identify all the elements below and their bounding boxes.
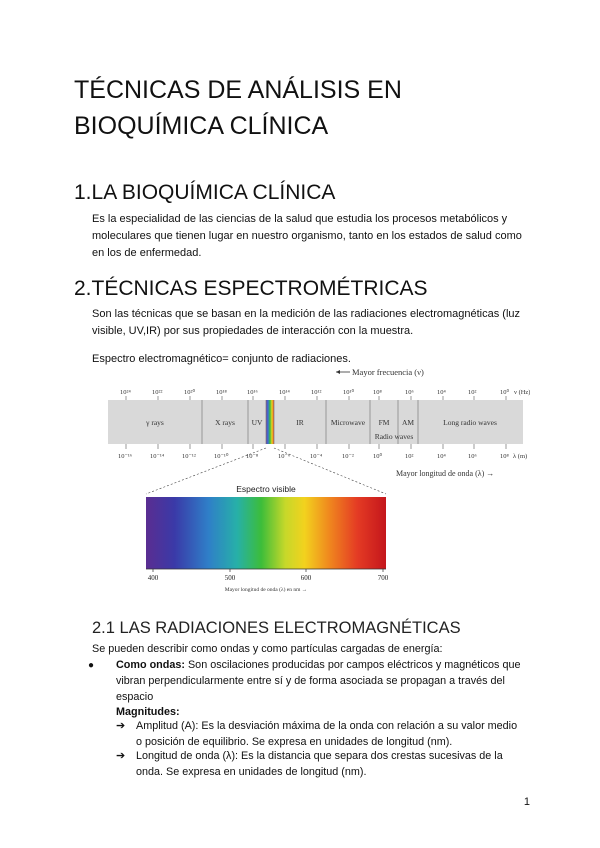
freq-tick: 10¹⁰ (343, 389, 355, 396)
magnitude-item (116, 718, 526, 750)
freq-tick: 10² (468, 389, 477, 396)
freq-tick: 10¹⁴ (279, 389, 290, 396)
wave-tick: 10⁻¹⁶ (118, 453, 133, 460)
magnitude-item (116, 748, 526, 780)
wave-tick: 10⁻¹⁴ (150, 453, 165, 460)
visible-strip (266, 400, 274, 444)
electromagnetic-spectrum-figure (100, 364, 530, 594)
visible-tick: 600 (300, 574, 312, 582)
page-title: TÉCNICAS DE ANÁLISIS EN BIOQUÍMICA CLÍNICA (74, 76, 402, 140)
visible-tick: 700 (377, 574, 389, 582)
wave-tick: 10⁶ (468, 453, 477, 460)
wave-tick: 10⁻¹⁰ (214, 453, 229, 460)
freq-tick: 10²⁰ (184, 389, 196, 396)
freq-tick: 10⁸ (373, 389, 382, 396)
visible-tick: 500 (224, 574, 236, 582)
wave-tick: 10⁻¹² (182, 453, 196, 460)
section-1-heading: 1.LA BIOQUÍMICA CLÍNICA (74, 181, 336, 204)
freq-tick: 10⁴ (437, 389, 446, 396)
freq-label: Mayor frecuencia (ν) (352, 367, 424, 377)
band-radio-waves: Radio waves (374, 432, 414, 441)
bullet-ondas (116, 657, 526, 705)
band-long-radio: Long radio waves (443, 418, 497, 427)
visible-spectrum (146, 497, 386, 569)
visible-label: Espectro visible (236, 484, 296, 494)
wave-label: Mayor longitud de onda (λ) → (396, 469, 495, 478)
magnitude-text: Amplitud (A): Es la desviación máxima de la onda con relación a su valor medio o posición de equilibrio. Se expresa en unidades de longitud (nm). (136, 720, 518, 748)
band-ir: IR (296, 418, 304, 427)
wave-tick: 10⁻² (342, 453, 354, 460)
section-2-heading: 2.TÉCNICAS ESPECTROMÉTRICAS (74, 277, 428, 300)
section-1-text: Es la especialidad de las ciencias de la salud que estudia los procesos metabólicos y moleculares que tienen lugar en nuestro organismo, tanto en los estados de salud como en los de enfermedad. (92, 213, 522, 259)
visible-tick: 400 (147, 574, 159, 582)
band-am: AM (401, 418, 415, 427)
freq-tick: 10²⁴ (120, 389, 131, 396)
band-uv: UV (251, 418, 263, 427)
arrow-right-icon: ➔ (116, 750, 126, 762)
band-microwave: Microwave (330, 418, 366, 427)
freq-tick: 10⁶ (405, 389, 414, 396)
visible-axis-label: Mayor longitud de onda (λ) en nm → (224, 587, 308, 593)
bullet-icon: ● (88, 660, 95, 671)
wave-tick: 10⁻⁴ (310, 453, 323, 460)
freq-tick: 10¹² (311, 389, 322, 396)
page-number: 1 (523, 796, 530, 808)
section-2-1-heading: 2.1 LAS RADIACIONES ELECTROMAGNÉTICAS (92, 619, 461, 637)
band-xray: X rays (215, 418, 235, 427)
freq-tick: 10²² (152, 389, 163, 396)
wave-tick: 10⁰ (373, 453, 383, 460)
band-fm: FM (378, 418, 390, 427)
wave-unit: λ (m) (513, 453, 528, 460)
freq-tick: 10¹⁸ (216, 389, 227, 396)
wave-tick: 10⁻⁶ (278, 453, 291, 460)
magnitude-text: Longitud de onda (λ): Es la distancia que separa dos crestas sucesivas de la onda. Se expresa en unidades de longitud (nm). (136, 750, 503, 778)
spectrum-caption: Espectro electromagnético= conjunto de radiaciones. (92, 353, 351, 365)
wave-tick: 10⁸ (500, 453, 509, 460)
wave-tick: 10² (405, 453, 414, 460)
freq-unit: ν (Hz) (514, 389, 530, 396)
bullet-ondas-text: Son oscilaciones producidas por campos eléctricos y magnéticos que vibran perpendicularmente entre sí y de forma asociada se propagan a través del espacio (116, 659, 521, 703)
arrow-right-icon: ➔ (116, 720, 126, 732)
section-2-text: Son las técnicas que se basan en la medición de las radiaciones electromagnéticas (luz visible, UV,IR) por sus propiedades de interacción con la muestra. (92, 308, 521, 337)
freq-tick: 10⁰ (500, 389, 510, 396)
bullet-ondas-bold: Como ondas: (116, 659, 185, 671)
magnitudes-label: Magnitudes: (116, 706, 180, 718)
band-gamma: γ rays (146, 418, 164, 427)
section-2-1-intro: Se pueden describir como ondas y como partículas cargadas de energía: (92, 643, 443, 655)
freq-tick: 10¹⁶ (247, 389, 258, 396)
wave-tick: 10⁴ (437, 453, 446, 460)
wave-tick: 10⁻⁸ (246, 453, 259, 460)
